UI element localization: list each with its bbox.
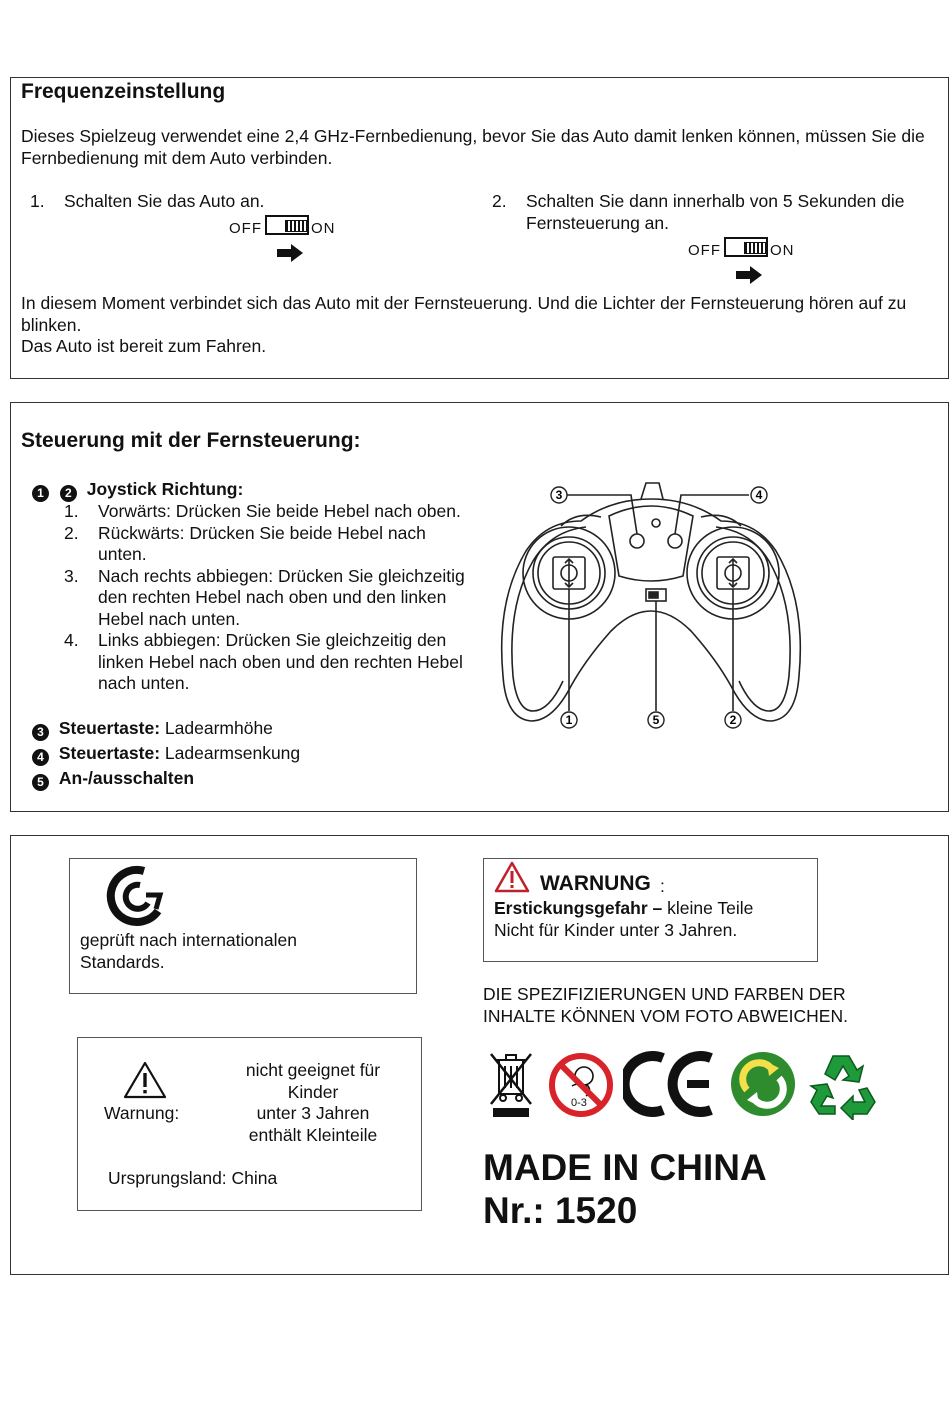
choking-text: Erstickungsgefahr – kleine Teile — [494, 898, 754, 918]
list-item: 4. Links abbiegen: Drücken Sie gleichzeitig den linken Hebel nach oben und den rechten Hebel nach unten. — [64, 630, 463, 693]
frequency-section — [10, 77, 949, 379]
switch-off-label: OFF — [688, 242, 721, 259]
controls-title: Steuerung mit der Fernsteuerung: — [21, 429, 361, 452]
specification-note: DIE SPEZIFIZIERUNGEN UND FARBEN DER INHALTE KÖNNEN VOM FOTO ABWEICHEN. — [483, 984, 848, 1026]
not-for-kids-text: Nicht für Kinder unter 3 Jahren. — [494, 920, 738, 940]
arrow-right-icon — [736, 266, 762, 284]
recycling-icon — [807, 1050, 879, 1120]
remote-controller-diagram — [491, 481, 811, 739]
green-dot-icon — [729, 1050, 797, 1118]
bullet-3: 3 — [32, 724, 49, 741]
controls-section — [10, 402, 949, 812]
joystick-list — [64, 501, 474, 695]
weee-bin-icon — [487, 1050, 535, 1120]
not-for-under-3-icon — [548, 1052, 614, 1118]
power-switch-remote — [688, 234, 798, 288]
step2-text: Schalten Sie dann innerhalb von 5 Sekunden die Fernsteuerung an. — [526, 191, 905, 233]
warning-title: WARNUNG — [540, 872, 651, 895]
age-warning-label: Warnung: — [104, 1103, 180, 1123]
arrow-right-icon — [277, 244, 303, 262]
step1-text: Schalten Sie das Auto an. — [64, 191, 265, 211]
safety-section — [10, 835, 949, 1275]
frequency-outro: In diesem Moment verbindet sich das Auto mit der Fernsteuerung. Und die Lichter der Fernsteuerung hören auf zu blinken. — [21, 293, 907, 335]
step1-number: 1. — [30, 191, 45, 211]
frequency-intro: Dieses Spielzeug verwendet eine 2,4 GHz-Fernbedienung, bevor Sie das Auto damit lenken können, müssen Sie die Fernbedienung mit dem Auto verbinden. — [21, 126, 925, 168]
step2-number: 2. — [492, 191, 507, 211]
age-warning-box — [77, 1037, 422, 1211]
certification-text-2: Standards. — [80, 952, 165, 972]
frequency-ready: Das Auto ist bereit zum Fahren. — [21, 336, 267, 356]
list-item: 3. Nach rechts abbiegen: Drücken Sie gleichzeitig den rechten Hebel nach oben und den linken Hebel nach unten. — [64, 565, 465, 629]
country-of-origin: Ursprungsland: China — [108, 1168, 278, 1188]
ce-mark-icon — [623, 1050, 718, 1118]
product-number: Nr.: 1520 — [483, 1190, 638, 1231]
certification-text-1: geprüft nach internationalen — [80, 930, 297, 950]
switch-body — [265, 215, 309, 235]
switch-on-label: ON — [770, 242, 795, 259]
switch-off-label: OFF — [229, 220, 262, 237]
callout-1: 1 — [565, 713, 573, 727]
switch-on-label: ON — [311, 220, 336, 237]
made-in-china: MADE IN CHINA — [483, 1147, 767, 1188]
warning-triangle-icon — [122, 1060, 168, 1100]
bullet-4: 4 — [32, 749, 49, 766]
bullet-5: 5 — [32, 774, 49, 791]
callout-3: 3 — [555, 488, 563, 502]
joystick-label: Joystick Richtung: — [86, 479, 244, 499]
list-item: 1. Vorwärts: Drücken Sie beide Hebel nach oben. — [64, 501, 461, 521]
certification-logo-icon — [100, 865, 164, 927]
list-item: 2. Rückwärts: Drücken Sie beide Hebel nach unten. — [64, 522, 426, 564]
warning-colon: : — [660, 876, 665, 896]
switch-body — [724, 237, 768, 257]
key5-line: 5 An-/ausschalten — [32, 768, 194, 791]
frequency-title: Frequenzeinstellung — [21, 80, 226, 103]
choking-warning-box — [483, 858, 818, 962]
certification-box — [69, 858, 417, 994]
callout-5: 5 — [652, 713, 660, 727]
callout-2: 2 — [729, 713, 737, 727]
key4-line: 4 Steuertaste: Ladearmsenkung — [32, 743, 300, 766]
joystick-heading — [32, 479, 243, 502]
power-switch-car — [229, 212, 339, 266]
age-warning-text: nicht geeignet für Kinder unter 3 Jahren enthält Kleinteile — [245, 1060, 381, 1145]
bullet-1: 1 — [32, 485, 49, 502]
age-badge: 0-3 — [571, 1097, 587, 1109]
warning-triangle-icon — [494, 861, 530, 893]
bullet-2: 2 — [60, 485, 77, 502]
callout-4: 4 — [755, 488, 763, 502]
key3-line: 3 Steuertaste: Ladearmhöhe — [32, 718, 273, 741]
